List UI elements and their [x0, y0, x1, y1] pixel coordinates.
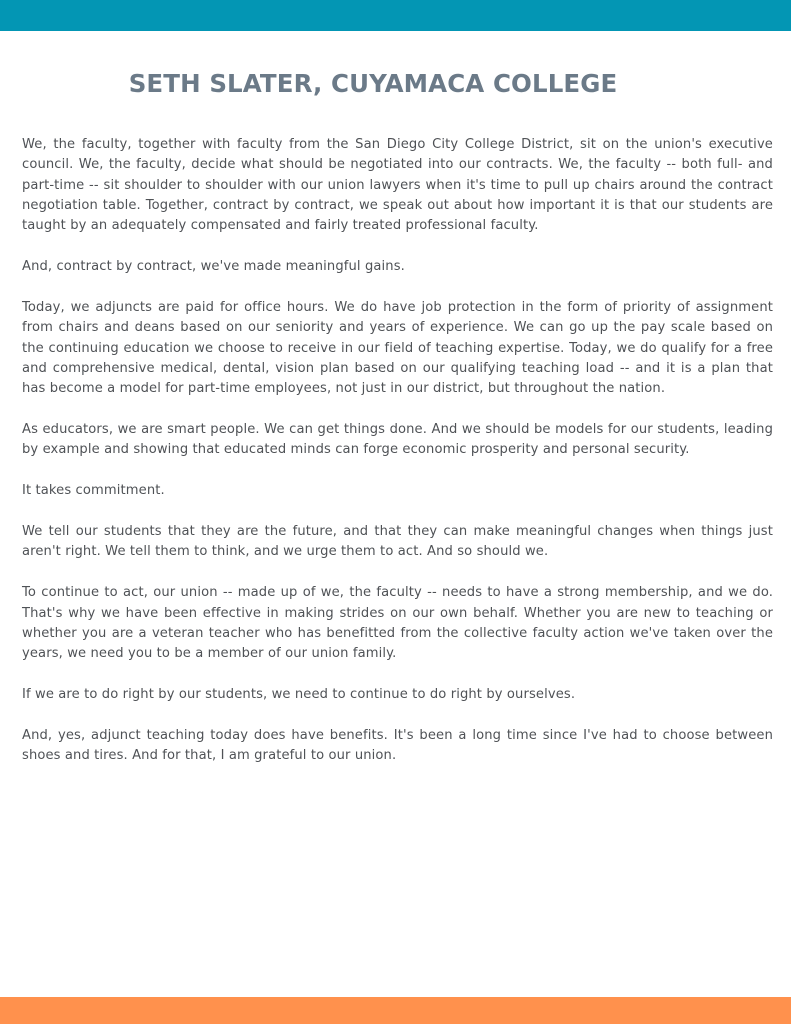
- page-title: SETH SLATER, CUYAMACA COLLEGE: [128, 69, 618, 98]
- paragraph-4: As educators, we are smart people. We can get things done. And we should be models for our students, leading by example and showing that educated minds can forge economic prosperity and personal security.: [22, 422, 773, 458]
- paragraph-7: To continue to act, our union -- made up of we, the faculty -- needs to have a strong membership, and we do. That's why we have been effective in making strides on our own behalf. Whether you are new to teaching or whether you are a veteran teacher who has benefitted from the collective faculty action we've taken over the years, we need you to be a member of our union family.: [22, 585, 773, 662]
- paragraph-1: We, the faculty, together with faculty from the San Diego City College District, sit on the union's executive council. We, the faculty, decide what should be negotiated into our contracts. We, the faculty -- both full- and part-time -- sit shoulder to shoulder with our union lawyers when it's time to pull up chairs around the contract negotiation table. Together, contract by contract, we speak out about how important it is that our students are taught by an adequately compensated and fairly treated professional faculty.: [22, 137, 773, 234]
- paragraph-6: We tell our students that they are the future, and that they can make meaningful changes when things just aren't right. We tell them to think, and we urge them to act. And so should we.: [22, 524, 773, 560]
- paragraph-5: It takes commitment.: [22, 483, 165, 499]
- paragraph-8: If we are to do right by our students, we need to continue to do right by ourselves.: [22, 687, 576, 703]
- article-body: [22, 135, 773, 787]
- paragraph-2: And, contract by contract, we've made meaningful gains.: [22, 259, 405, 275]
- top-accent-bar: [0, 0, 791, 31]
- bottom-accent-bar: [0, 997, 791, 1024]
- paragraph-3: Today, we adjuncts are paid for office hours. We do have job protection in the form of priority of assignment from chairs and deans based on our seniority and years of experience. We can go up the pay scale based on the continuing education we choose to receive in our field of teaching expertise. Today, we do qualify for a free and comprehensive medical, dental, vision plan based on our qualifying teaching load -- and it is a plan that has become a model for part-time employees, not just in our district, but throughout the nation.: [22, 299, 773, 397]
- paragraph-9: And, yes, adjunct teaching today does have benefits. It's been a long time since I've had to choose between shoes and tires. And for that, I am grateful to our union.: [22, 727, 773, 764]
